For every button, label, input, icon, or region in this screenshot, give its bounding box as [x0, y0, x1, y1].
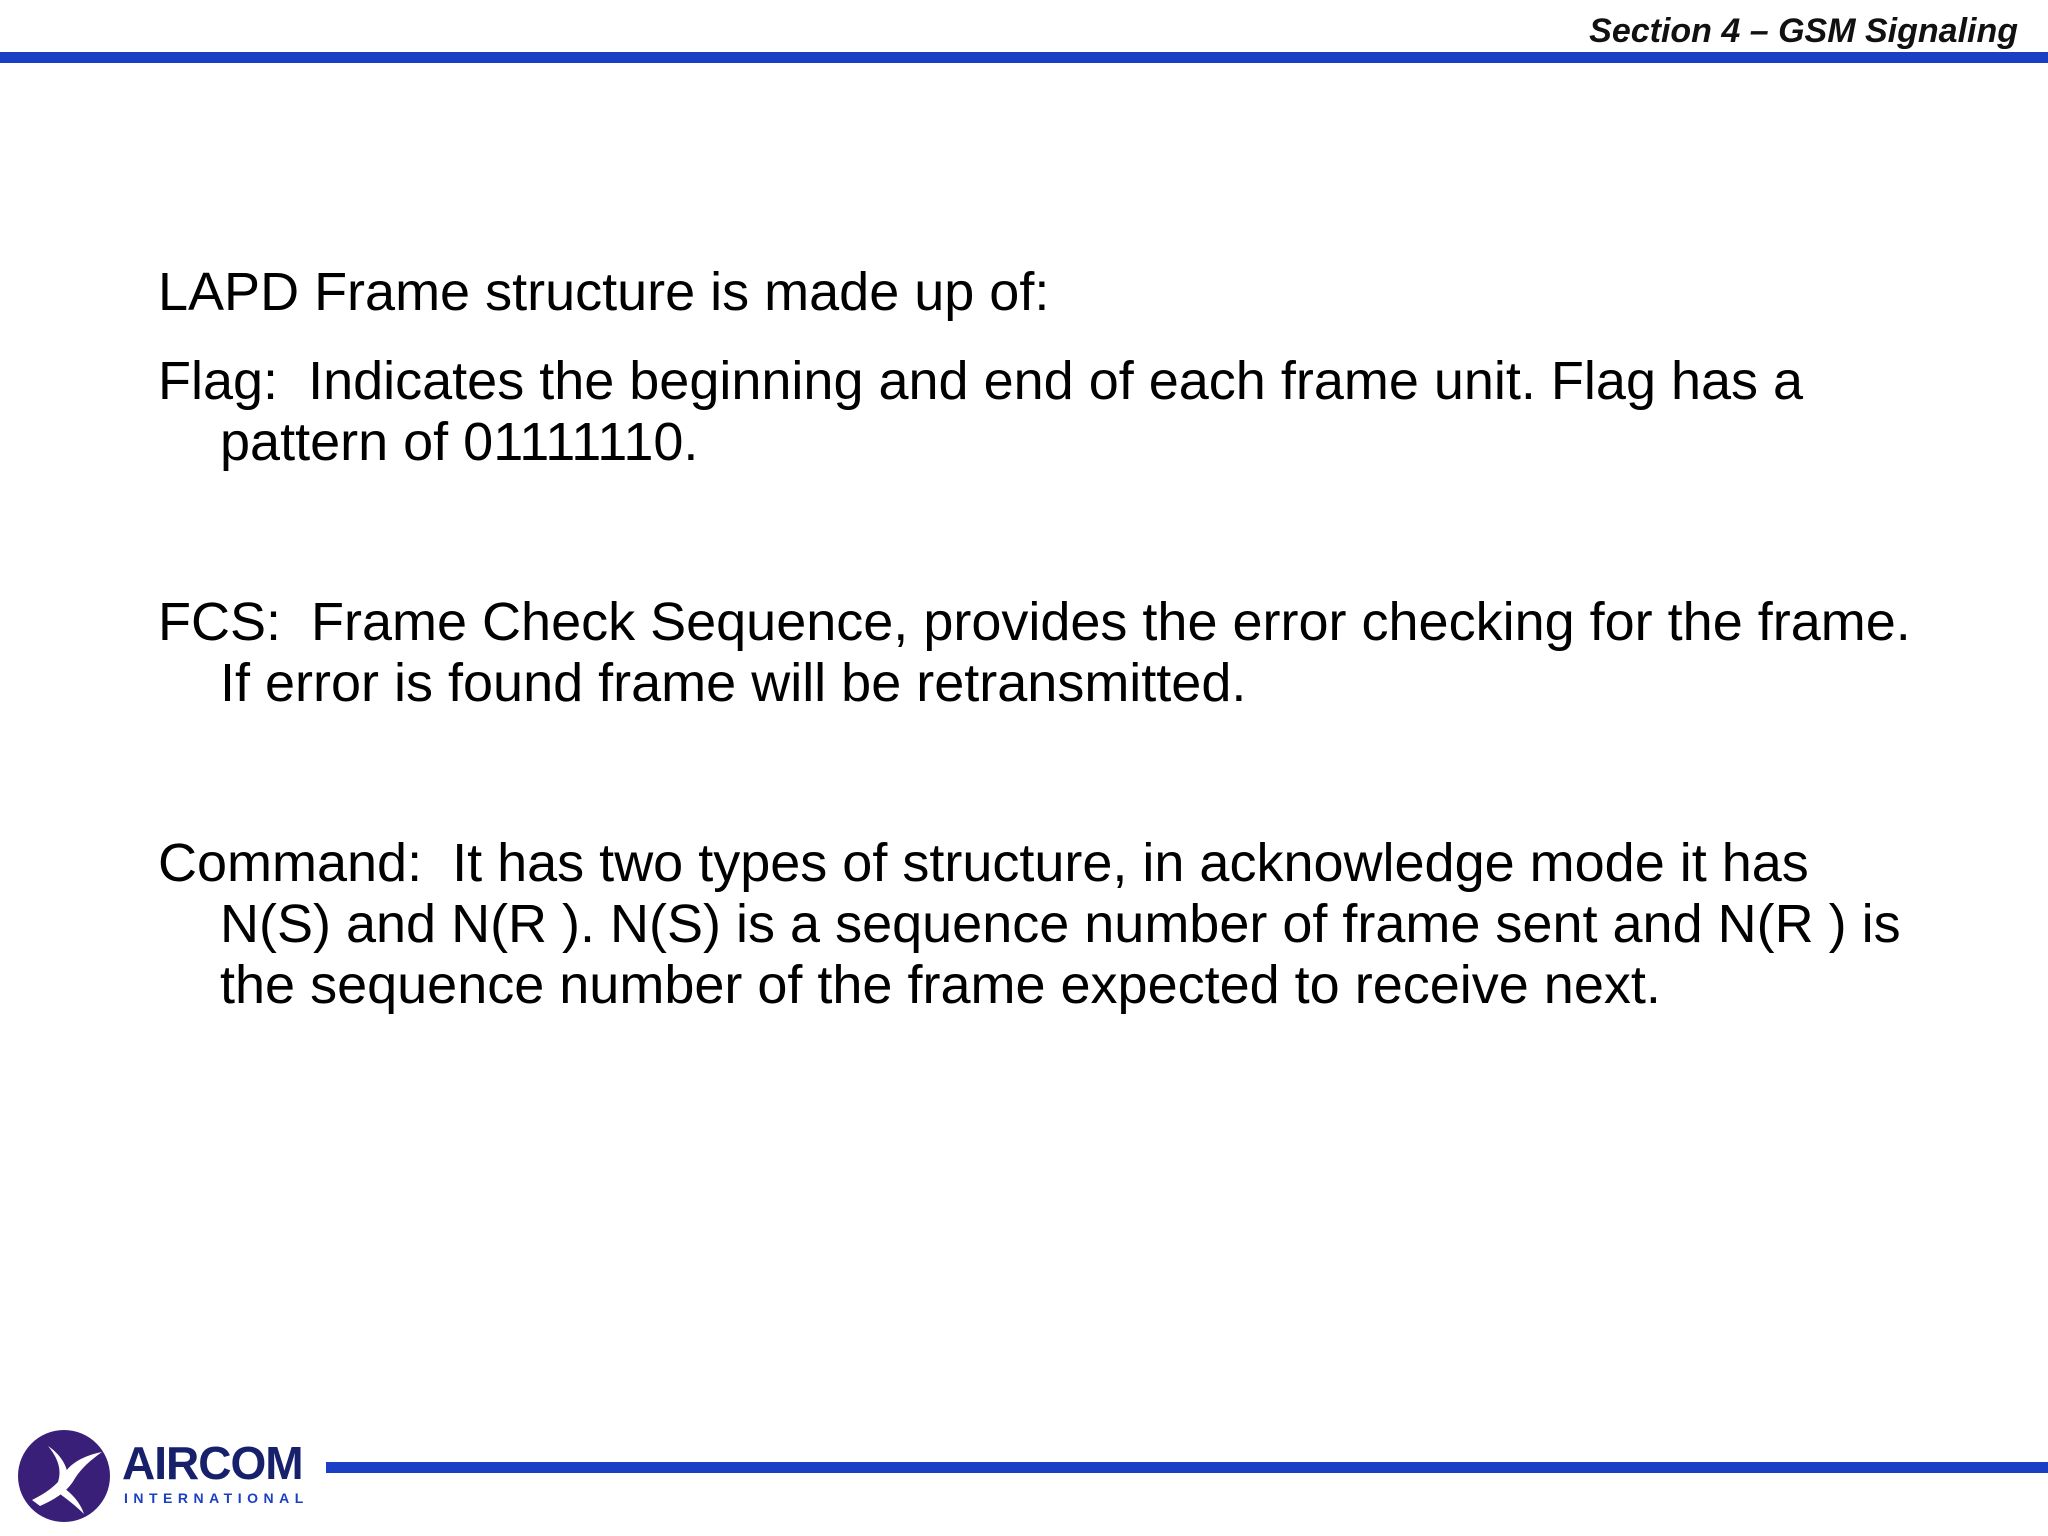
- slide-content: [158, 262, 1918, 1016]
- logo-subtitle: INTERNATIONAL: [124, 1490, 309, 1506]
- flag-paragraph: [158, 351, 1918, 473]
- fcs-paragraph: [158, 592, 1918, 714]
- bottom-divider: [326, 1462, 2048, 1473]
- bird-icon: [18, 1430, 110, 1522]
- flag-label: Flag:: [158, 351, 309, 411]
- section-title: Section 4 – GSM Signaling: [1589, 12, 2018, 50]
- fcs-description: Frame Check Sequence, provides the error checking for the frame. If error is found frame will be retransmitted.: [220, 592, 1911, 713]
- fcs-label: FCS:: [158, 592, 312, 652]
- intro-paragraph: LAPD Frame structure is made up of:: [158, 262, 1050, 322]
- command-paragraph: [158, 833, 1918, 1016]
- command-label: Command:: [158, 833, 453, 893]
- logo-wordmark: AIRCOM: [122, 1437, 303, 1489]
- command-description: It has two types of structure, in acknowledge mode it has N(S) and N(R ). N(S) is a sequence number of frame sent and N(R ) is the sequence number of the frame expected to receive next.: [220, 833, 1901, 1015]
- top-divider: [0, 52, 2048, 63]
- flag-description: Indicates the beginning and end of each frame unit. Flag has a pattern of 01111110.: [220, 351, 1804, 472]
- aircom-logo: [18, 1430, 318, 1530]
